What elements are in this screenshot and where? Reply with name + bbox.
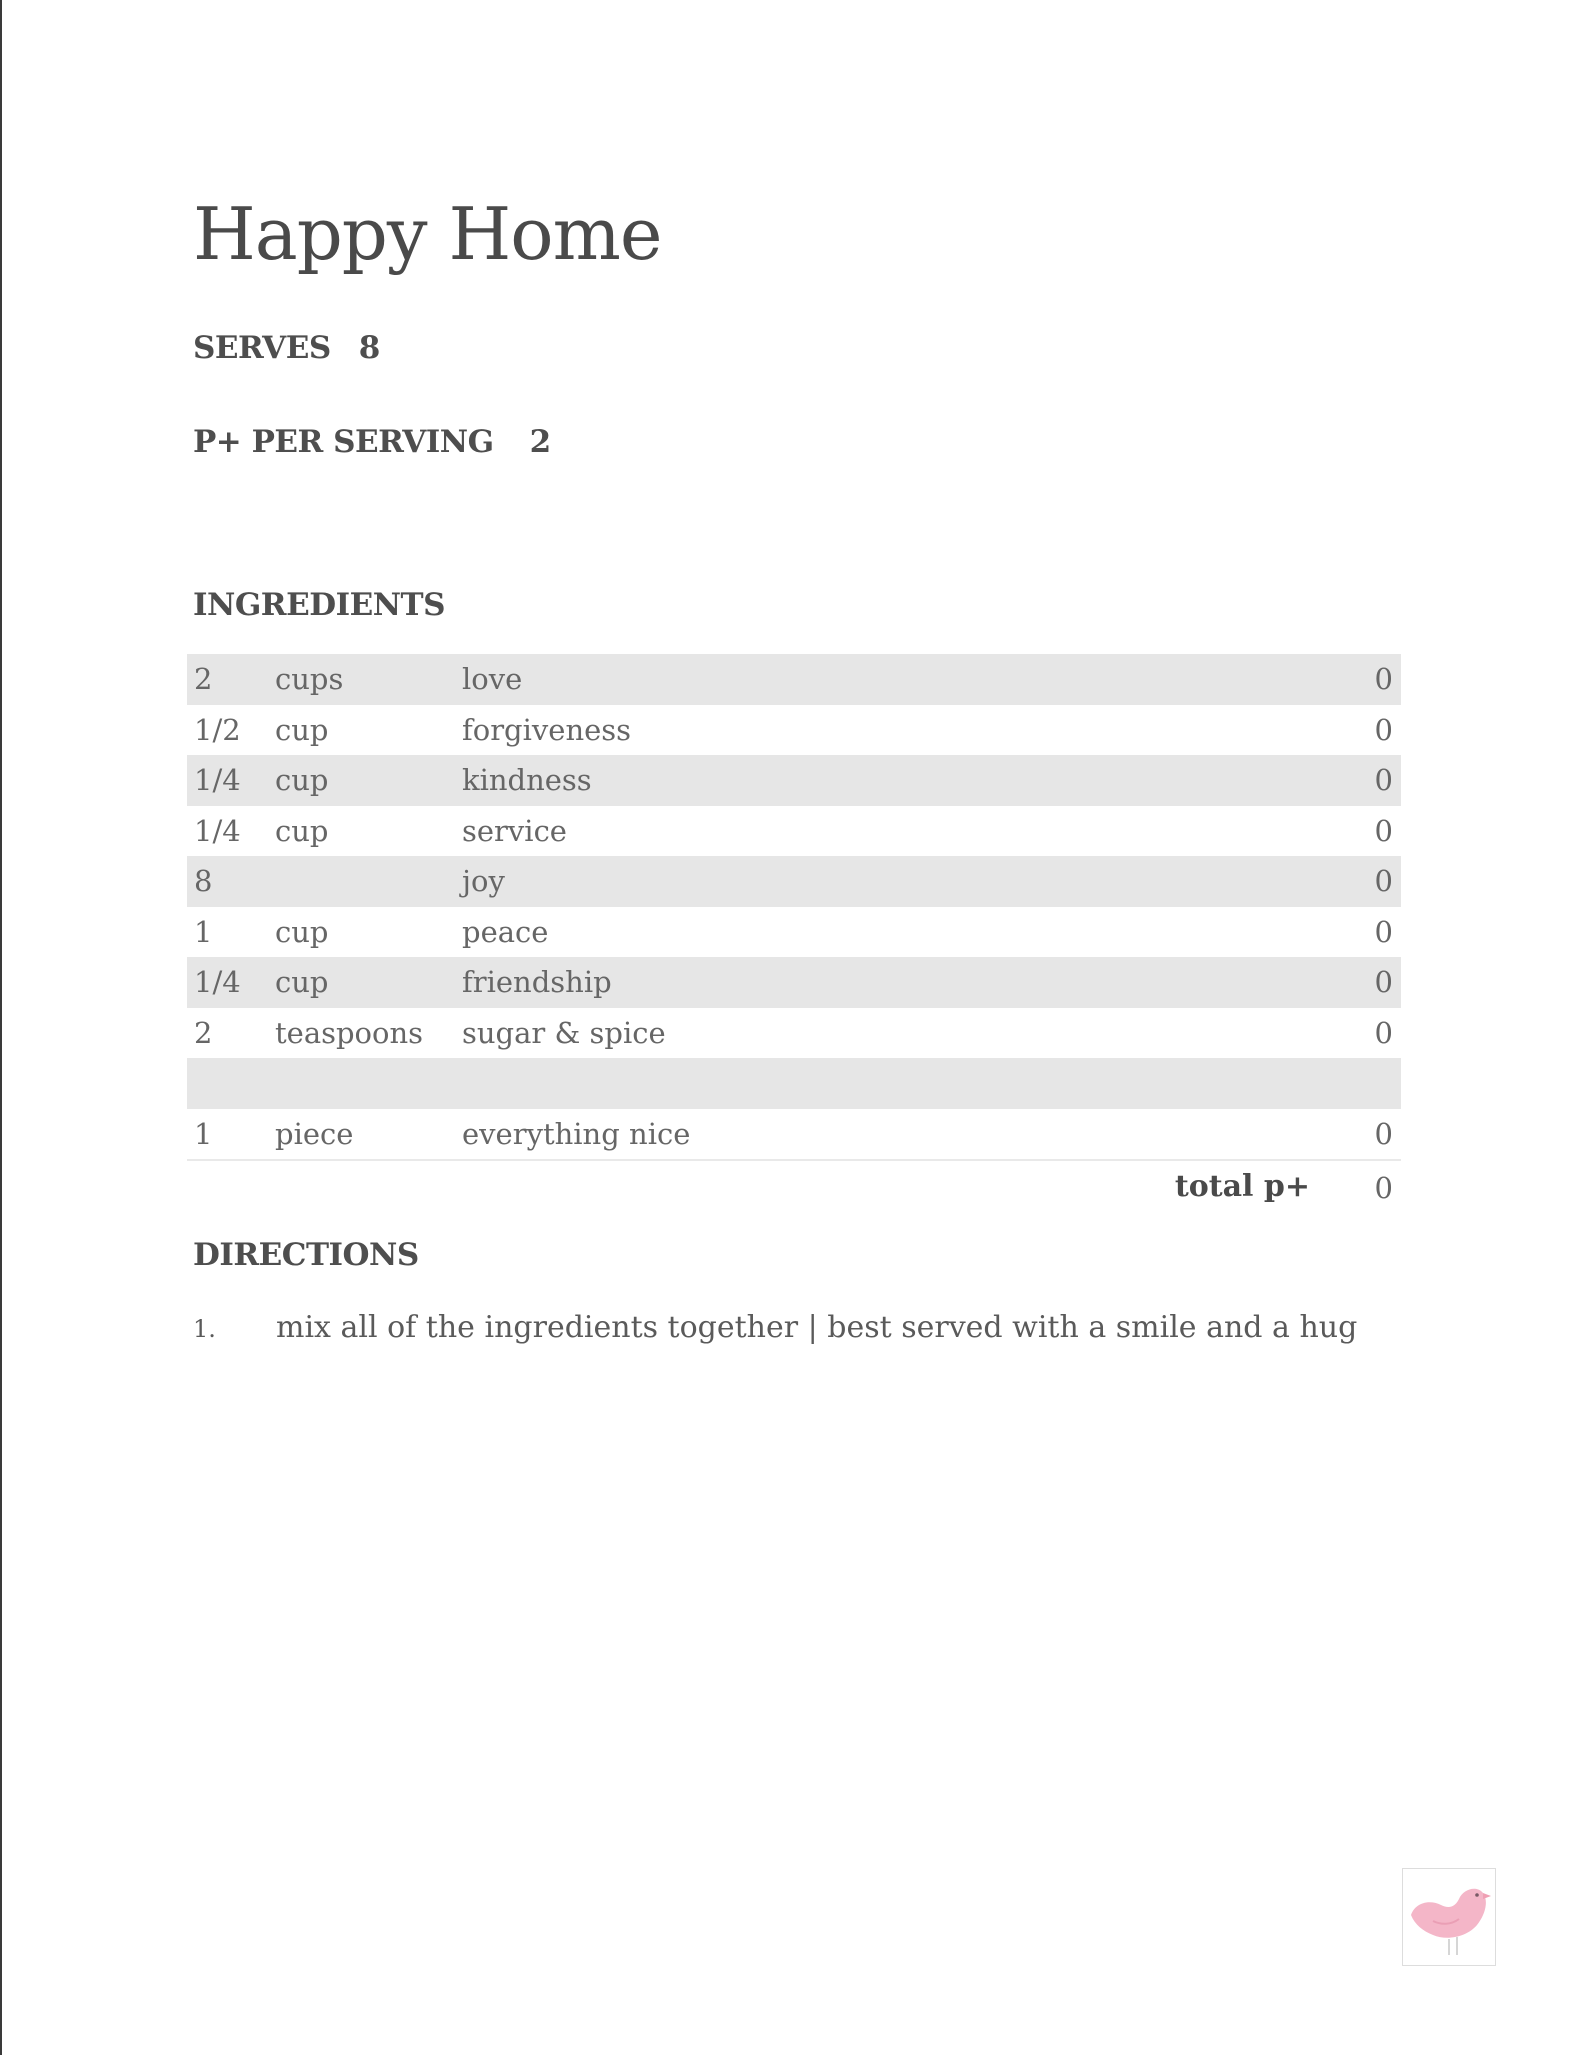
ingredient-name: everything nice xyxy=(462,1116,691,1151)
ingredient-name: joy xyxy=(462,864,505,899)
serves-line xyxy=(193,330,380,366)
ingredient-unit: cup xyxy=(275,813,329,848)
ingredient-points: 0 xyxy=(1374,712,1393,747)
direction-number: 1. xyxy=(193,1315,216,1343)
ingredient-unit: cups xyxy=(275,662,344,697)
table-row xyxy=(187,856,1401,907)
ingredient-qty: 2 xyxy=(194,662,213,697)
recipe-title: Happy Home xyxy=(193,192,662,276)
direction-step xyxy=(193,1310,1357,1345)
ingredient-points: 0 xyxy=(1374,965,1393,1000)
ingredient-qty: 1/4 xyxy=(194,813,241,848)
total-value: 0 xyxy=(1374,1171,1393,1205)
table-row xyxy=(187,1008,1401,1059)
ingredient-name: love xyxy=(462,662,523,697)
table-row xyxy=(187,654,1401,705)
table-row xyxy=(187,957,1401,1008)
points-value: 2 xyxy=(529,424,551,460)
ingredient-points: 0 xyxy=(1374,763,1393,798)
ingredient-points: 0 xyxy=(1374,813,1393,848)
ingredient-qty: 2 xyxy=(194,1015,213,1050)
serves-label: SERVES xyxy=(193,330,331,366)
serves-value: 8 xyxy=(358,330,380,366)
bird-icon xyxy=(1403,1869,1495,1965)
ingredient-unit: cup xyxy=(275,914,329,949)
ingredient-name: peace xyxy=(462,914,549,949)
ingredient-name: service xyxy=(462,813,567,848)
total-label: total p+ xyxy=(1174,1169,1310,1204)
total-row xyxy=(187,1161,1401,1211)
ingredients-table xyxy=(187,654,1401,1161)
table-row xyxy=(187,806,1401,857)
ingredient-qty: 1/4 xyxy=(194,763,241,798)
ingredients-heading: INGREDIENTS xyxy=(193,587,446,623)
bird-logo xyxy=(1402,1868,1496,1966)
ingredient-unit: piece xyxy=(275,1116,354,1151)
ingredient-unit: teaspoons xyxy=(275,1015,424,1050)
ingredient-points: 0 xyxy=(1374,1116,1393,1151)
ingredient-name: kindness xyxy=(462,763,592,798)
ingredient-qty: 1/2 xyxy=(194,712,241,747)
ingredient-unit: cup xyxy=(275,763,329,798)
table-row xyxy=(187,705,1401,756)
table-row xyxy=(187,755,1401,806)
table-row-empty xyxy=(187,1058,1401,1109)
ingredient-points: 0 xyxy=(1374,914,1393,949)
ingredient-points: 0 xyxy=(1374,662,1393,697)
table-row xyxy=(187,1109,1401,1162)
table-row xyxy=(187,907,1401,958)
ingredient-qty: 1 xyxy=(194,914,213,949)
directions-heading: DIRECTIONS xyxy=(193,1237,419,1273)
ingredient-qty: 1/4 xyxy=(194,965,241,1000)
page-left-border xyxy=(0,0,2,2055)
points-per-serving-line xyxy=(193,424,551,460)
ingredient-qty: 8 xyxy=(194,864,213,899)
ingredient-points: 0 xyxy=(1374,1015,1393,1050)
ingredient-name: friendship xyxy=(462,965,612,1000)
points-label: P+ PER SERVING xyxy=(193,424,494,460)
ingredient-points: 0 xyxy=(1374,864,1393,899)
ingredient-unit: cup xyxy=(275,712,329,747)
ingredient-qty: 1 xyxy=(194,1116,213,1151)
ingredient-name: sugar & spice xyxy=(462,1015,666,1050)
direction-text: mix all of the ingredients together | best served with a smile and a hug xyxy=(276,1310,1358,1345)
ingredient-name: forgiveness xyxy=(462,712,632,747)
ingredient-unit: cup xyxy=(275,965,329,1000)
